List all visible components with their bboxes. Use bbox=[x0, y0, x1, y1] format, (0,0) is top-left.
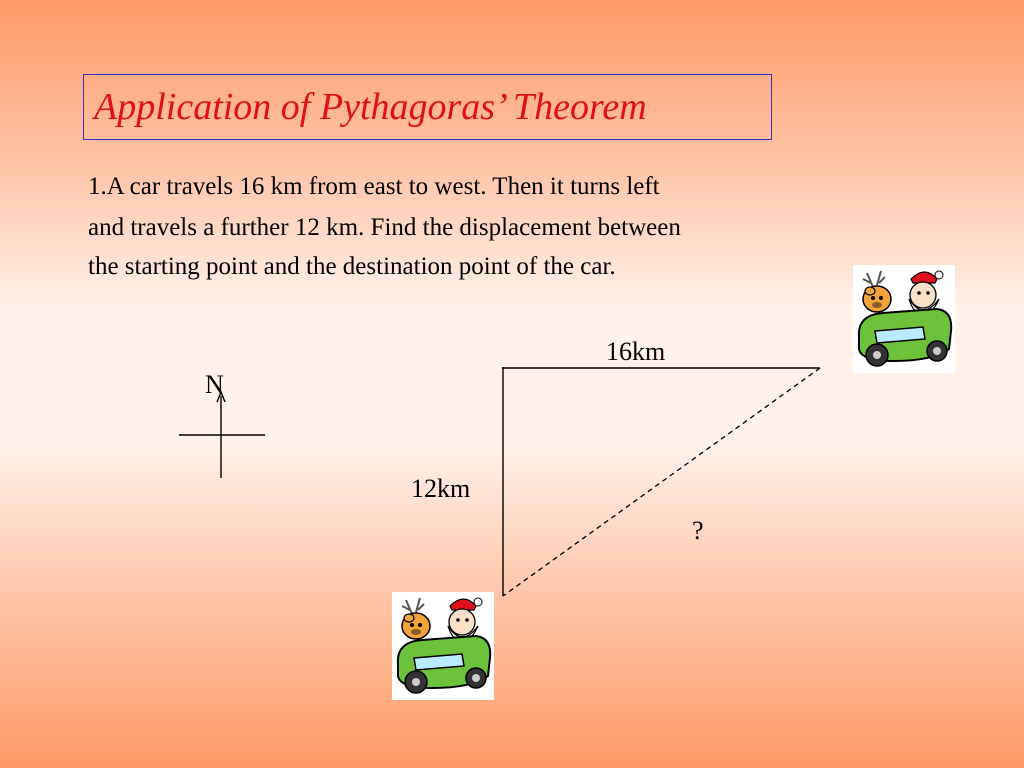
horizontal-leg-label: 16km bbox=[606, 337, 666, 366]
vertical-leg-label: 12km bbox=[411, 474, 471, 503]
problem-line-2: and travels a further 12 km. Find the displacement between bbox=[88, 214, 681, 241]
slide-title: Application of Pythagoras’ Theorem bbox=[94, 86, 647, 128]
car-destination-icon bbox=[392, 592, 494, 700]
car-start-icon bbox=[853, 265, 955, 373]
displacement-dashed-line bbox=[503, 368, 820, 596]
problem-line-3: the starting point and the destination point of the car. bbox=[88, 253, 616, 280]
north-label: N bbox=[205, 370, 224, 399]
problem-line-1: 1.A car travels 16 km from east to west. Then it turns left bbox=[88, 173, 660, 200]
hypotenuse-label: ? bbox=[692, 516, 704, 545]
